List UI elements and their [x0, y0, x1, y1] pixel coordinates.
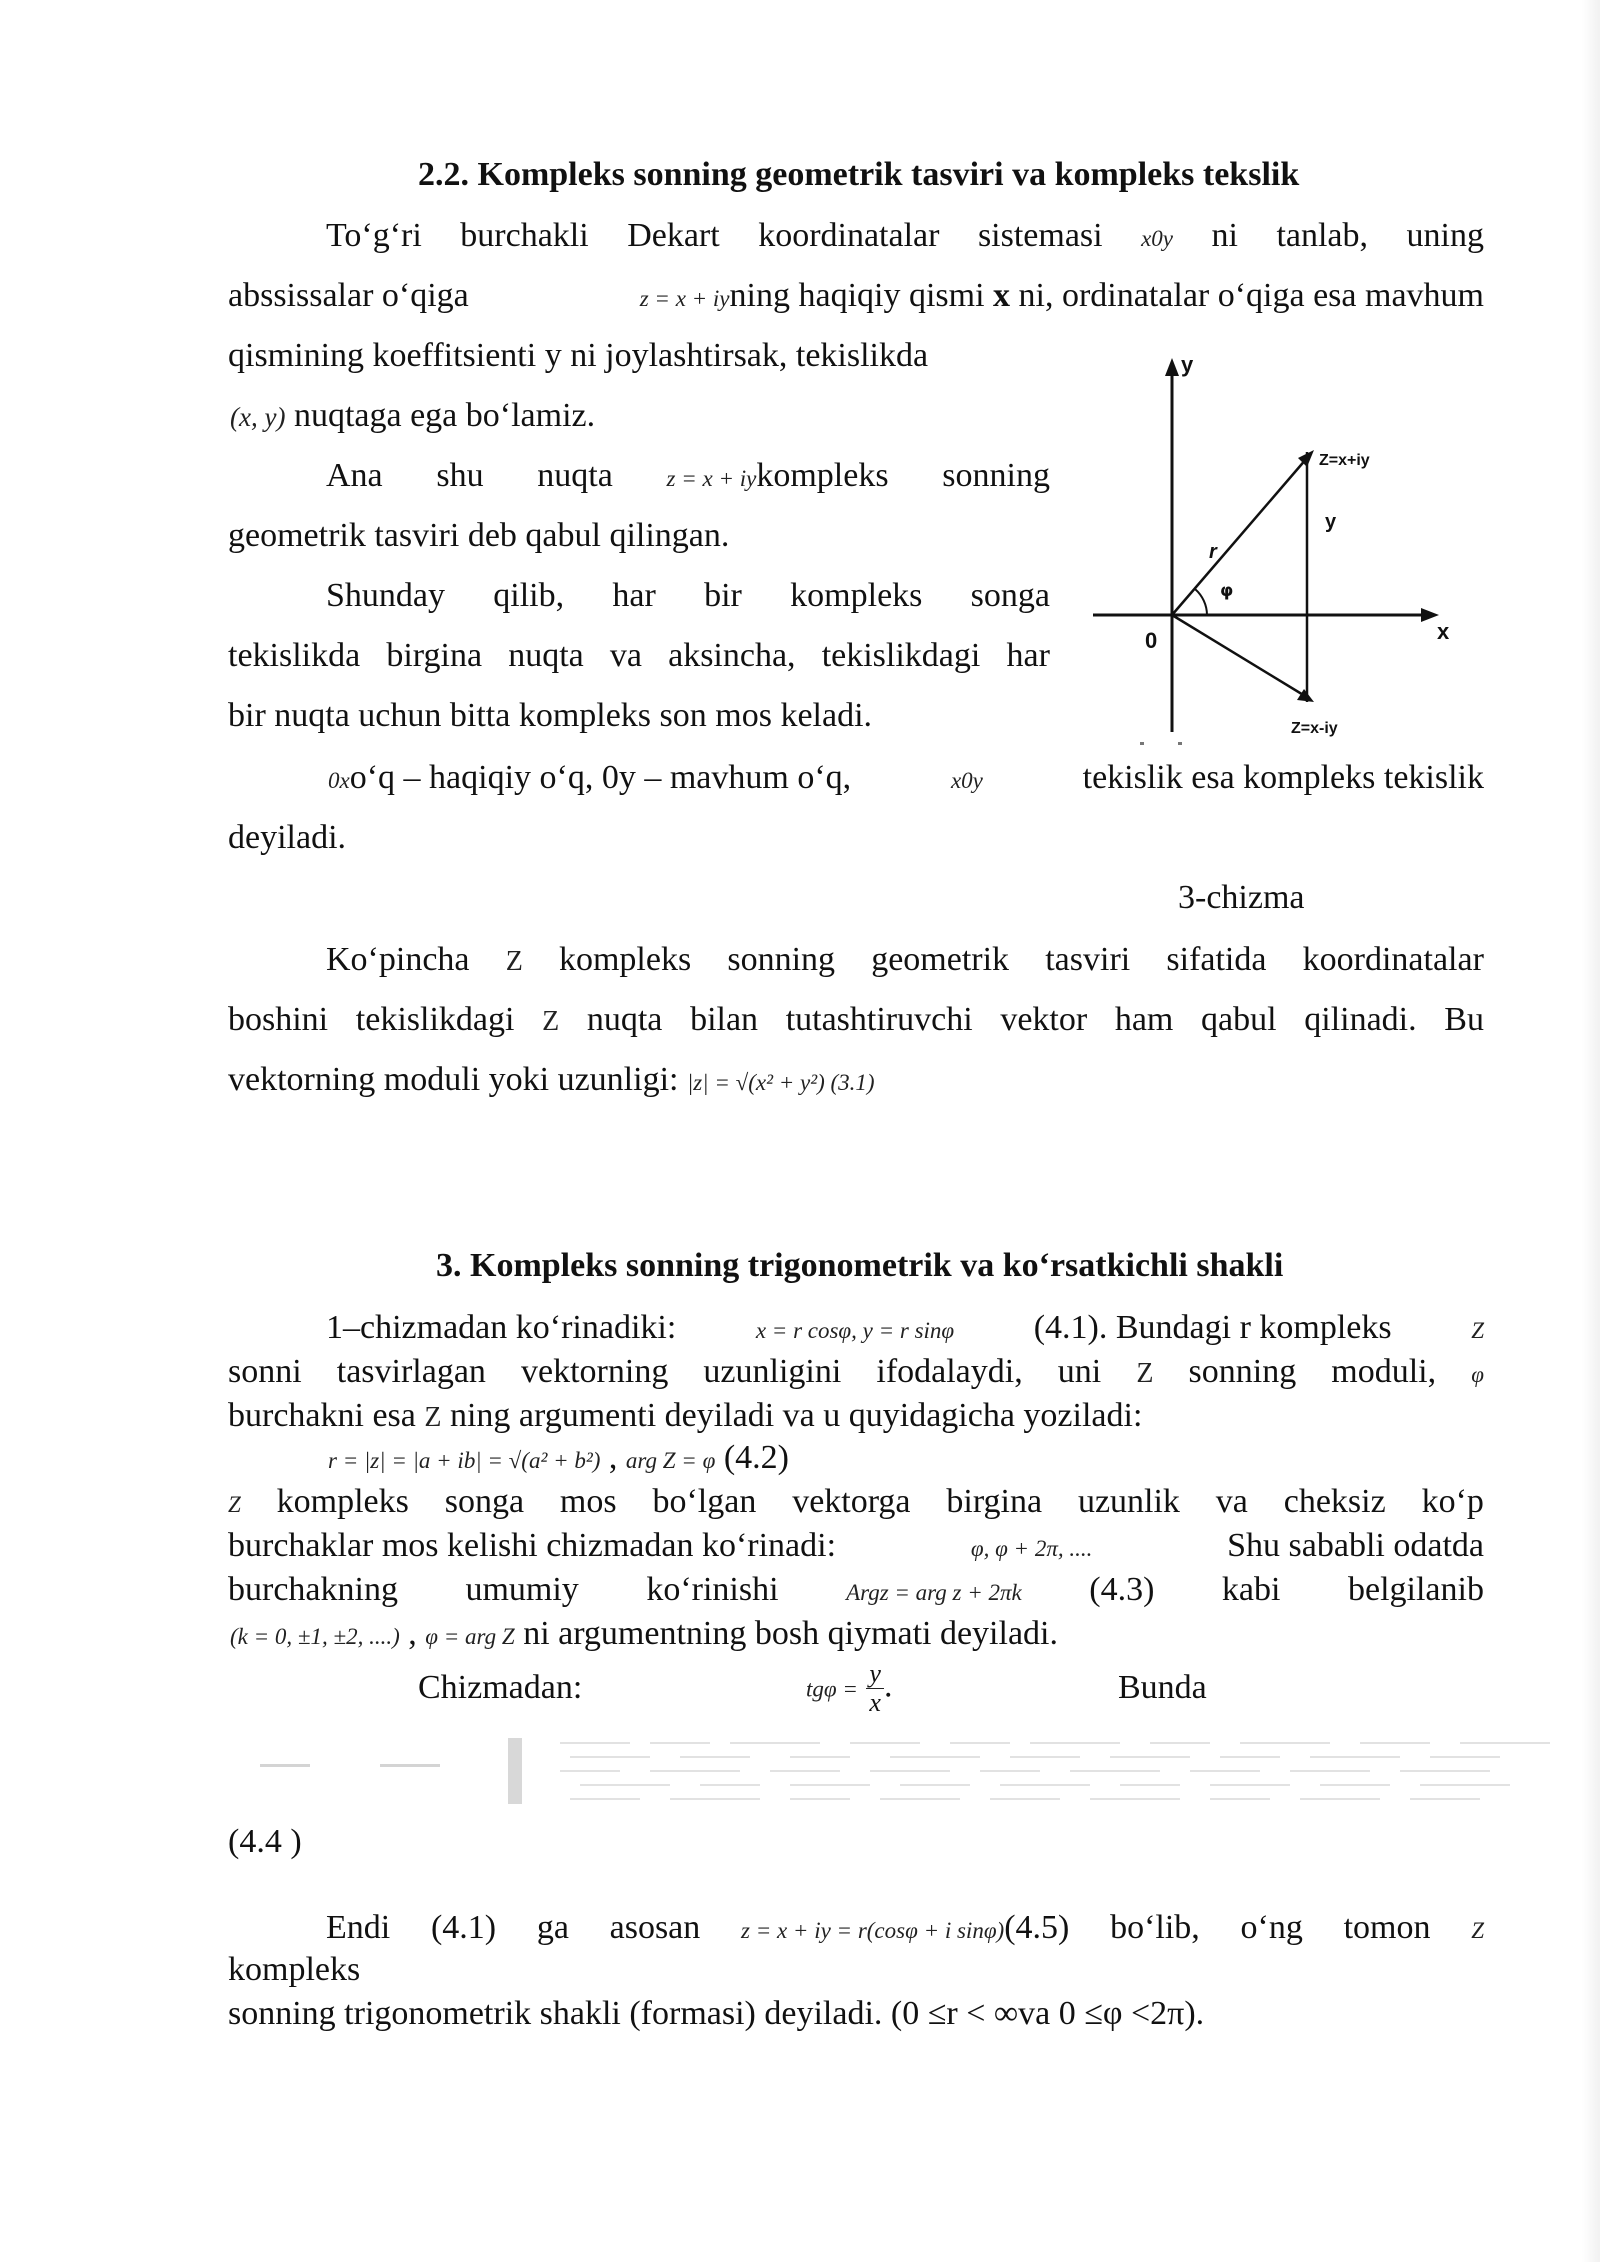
- word: umumiy: [465, 1571, 579, 1608]
- word: tekislikdagi: [355, 1001, 515, 1038]
- word: shu: [436, 457, 484, 494]
- formula-principal-argument: φ = arg Z: [425, 1624, 515, 1649]
- paragraph-line: [326, 456, 1050, 499]
- word: koordinatalar: [758, 217, 940, 254]
- word: Ko‘pincha: [326, 941, 470, 978]
- word: kompleks: [276, 1483, 409, 1520]
- paragraph-line: [228, 1000, 1484, 1042]
- formula-phi-periodic: φ, φ + 2π, ....: [970, 1536, 1093, 1561]
- word: ga: [536, 1909, 569, 1946]
- word: ko‘rinishi: [646, 1571, 779, 1608]
- noise-bar: [508, 1738, 522, 1804]
- vector-z-conjugate: [1172, 615, 1305, 696]
- scan-speck: [1178, 742, 1182, 745]
- word: kompleks: [756, 457, 889, 494]
- vector-z: [1172, 458, 1307, 615]
- symbol-z: Z: [1471, 1318, 1484, 1343]
- paragraph-line: [228, 1570, 1484, 1613]
- y-segment-label: y: [1325, 511, 1337, 533]
- paragraph-line: bir nuqta uchun bitta kompleks son mos keladi.: [228, 697, 873, 734]
- word: uni: [1057, 1353, 1102, 1390]
- equation-number-4-4: (4.4 ): [228, 1823, 302, 1860]
- paragraph-line: [228, 1526, 1484, 1569]
- word: kompleks: [790, 577, 923, 614]
- x-axis-label: x: [1437, 619, 1450, 644]
- word: songa: [970, 577, 1050, 614]
- formula-trig-form: z = x + iy = r(cosφ + i sinφ): [741, 1918, 1005, 1943]
- complex-plane-figure: [1085, 350, 1465, 750]
- text-span: (4.1). Bundagi r kompleks: [1033, 1309, 1392, 1346]
- paragraph-line: [328, 758, 1484, 801]
- word: To‘g‘ri: [326, 217, 422, 254]
- formula-3-1: |z| = √(x² + y²) (3.1): [686, 1070, 875, 1095]
- formula-0x: 0x: [328, 768, 350, 793]
- word: qilib,: [493, 577, 565, 614]
- word: vektor: [1000, 1001, 1088, 1038]
- text-span: vektorning moduli yoki uzunligi:: [228, 1061, 679, 1098]
- fraction-denominator: x: [869, 1688, 881, 1717]
- origin-label: 0: [1145, 628, 1158, 653]
- text-span: ning haqiqiy qismi: [729, 277, 985, 314]
- word: va: [609, 637, 642, 674]
- paragraph-line: qismining koeffitsienti y ni joylashtirsak, tekislikda: [228, 337, 929, 374]
- word: o‘ng: [1240, 1909, 1303, 1946]
- text-span: ni argumentning bosh qiymati deyiladi.: [523, 1615, 1058, 1652]
- word: bir: [704, 577, 742, 614]
- word: sonning: [1188, 1353, 1297, 1390]
- paragraph-line: [326, 576, 1050, 616]
- fraction-numerator: y: [866, 1660, 884, 1689]
- paragraph-line: sonning trigonometrik shakli (formasi) deyiladi. (0 ≤r < ∞va 0 ≤φ <2π).: [228, 1995, 1205, 2032]
- word: sonning: [727, 941, 836, 978]
- equation-number: (4.3): [1089, 1571, 1155, 1608]
- word: tanlab,: [1276, 217, 1369, 254]
- word: songa: [444, 1483, 525, 1520]
- figure-caption: 3-chizma: [1178, 879, 1305, 916]
- word: Dekart: [627, 217, 720, 254]
- paragraph-line: Chizmadan:: [418, 1669, 583, 1706]
- word: burchakning: [228, 1571, 398, 1608]
- word: kompleks: [558, 941, 692, 978]
- word: ham: [1114, 1001, 1174, 1038]
- vector-z-conjugate-arrow-icon: [1297, 689, 1314, 702]
- symbol-z: Z: [542, 1006, 560, 1037]
- word: qabul: [1201, 1001, 1277, 1038]
- word: tekislikdagi: [821, 637, 981, 674]
- paragraph-line: [230, 396, 595, 437]
- phi-label: φ: [1220, 581, 1234, 601]
- symbol-z: Z: [228, 1492, 241, 1517]
- formula-4-3: Argz = arg z + 2πk: [846, 1580, 1022, 1605]
- word: nuqta: [508, 637, 584, 674]
- text-span: o‘q – haqiqiy o‘q, 0y – mavhum o‘q,: [349, 759, 852, 796]
- word: ni: [1211, 217, 1238, 254]
- word: moduli,: [1331, 1353, 1437, 1390]
- text-span: abssissalar o‘qiga: [228, 277, 469, 314]
- paragraph-line: [228, 1060, 875, 1103]
- symbol-z: Z: [1471, 1918, 1484, 1943]
- noise-dashes-row: [560, 1742, 1550, 1800]
- formula-modulus: r = |z| = |a + ib| = √(a² + b²): [328, 1448, 601, 1473]
- paragraph-line: [228, 1352, 1484, 1395]
- paragraph-line: [230, 1614, 1058, 1657]
- scan-speck: [1140, 742, 1144, 745]
- formula-k-range: (k = 0, ±1, ±2, ....): [230, 1624, 400, 1649]
- point-z-label: Z=x+iy: [1319, 452, 1370, 469]
- word: vektorga: [792, 1483, 911, 1520]
- word: tomon: [1343, 1909, 1431, 1946]
- word: boshini: [228, 1001, 329, 1038]
- word: nuqta: [586, 1001, 663, 1038]
- separator: ,: [608, 1439, 618, 1476]
- symbol-phi: φ: [1471, 1362, 1484, 1387]
- formula-tg-phi: [806, 1660, 892, 1717]
- word: tekislikda: [228, 637, 361, 674]
- formula-4-1: x = r cosφ, y = r sinφ: [755, 1318, 955, 1343]
- word: koordinatalar: [1302, 941, 1484, 978]
- text-span: ni, ordinatalar o‘qiga esa mavhum: [1018, 277, 1484, 314]
- formula-xy-point: (x, y): [230, 402, 286, 432]
- equation-number: (4.5): [1004, 1909, 1070, 1946]
- word: asosan: [609, 1909, 701, 1946]
- y-axis-label: y: [1181, 352, 1194, 377]
- formula-z-x-iy: z = x + iy: [639, 286, 730, 311]
- paragraph-line: [326, 1308, 1484, 1351]
- formula-x0y: x0y: [1141, 226, 1174, 251]
- noise-dash: [380, 1764, 440, 1767]
- formula-lhs: tgφ =: [806, 1676, 858, 1702]
- equation-number: (4.2): [723, 1439, 789, 1476]
- text-span: 1–chizmadan ko‘rinadiki:: [326, 1309, 677, 1346]
- word: sistemasi: [977, 217, 1103, 254]
- symbol-z: Z: [505, 946, 523, 977]
- word: bo‘lgan: [652, 1483, 757, 1520]
- paragraph-line: [326, 1908, 1484, 1951]
- word: qilinadi.: [1304, 1001, 1417, 1038]
- point-z-conjugate-label: Z=x-iy: [1291, 720, 1338, 737]
- section-heading-2-2: 2.2. Kompleks sonning geometrik tasviri va kompleks tekslik: [418, 156, 1300, 193]
- word: Shunday: [326, 577, 445, 614]
- scan-edge-shadow: [1582, 0, 1600, 2262]
- r-label: r: [1209, 541, 1217, 563]
- word: belgilanib: [1347, 1571, 1484, 1608]
- paragraph-line: kompleks: [228, 1951, 361, 1988]
- text-span: ning argumenti deyiladi va u quyidagicha yoziladi:: [449, 1397, 1143, 1434]
- formula-argument: arg Z = φ: [625, 1448, 716, 1473]
- text-span: burchakni esa: [228, 1397, 416, 1434]
- word: tasvirlagan: [336, 1353, 486, 1390]
- symbol-z: Z: [424, 1402, 442, 1433]
- paragraph-line: [326, 940, 1484, 982]
- text-span: Shu sababli odatda: [1227, 1527, 1484, 1564]
- word: uzunligini: [703, 1353, 842, 1390]
- word: tasviri: [1045, 941, 1131, 978]
- word: birgina: [386, 637, 483, 674]
- word: birgina: [946, 1483, 1043, 1520]
- word: ifodalaydi,: [876, 1353, 1023, 1390]
- paragraph-line: deyiladi.: [228, 819, 347, 856]
- text-span: burchaklar mos kelishi chizmadan ko‘rinadi:: [228, 1527, 837, 1564]
- word: sifatida: [1166, 941, 1267, 978]
- punctuation: .: [883, 1667, 893, 1705]
- word: vektorning: [521, 1353, 669, 1390]
- section-heading-3: 3. Kompleks sonning trigonometrik va ko‘rsatkichli shakli: [436, 1247, 1284, 1284]
- word: sonni: [228, 1353, 302, 1390]
- word: Endi: [326, 1909, 391, 1946]
- word: har: [1006, 637, 1050, 674]
- word: tutashtiruvchi: [785, 1001, 973, 1038]
- angle-arc: [1195, 589, 1207, 615]
- equation-ref: (4.1): [430, 1909, 497, 1946]
- word: cheksiz: [1283, 1483, 1386, 1520]
- formula-z-x-iy: z = x + iy: [666, 466, 757, 491]
- word: uning: [1406, 217, 1484, 254]
- paragraph-line: geometrik tasviri deb qabul qilingan.: [228, 517, 730, 554]
- word: uzunlik: [1077, 1483, 1180, 1520]
- paragraph-line: [228, 1396, 1142, 1438]
- word: Ana: [326, 457, 383, 494]
- scan-noise-strip: [230, 1730, 1600, 1810]
- y-axis-arrow-icon: [1165, 358, 1179, 376]
- word: aksincha,: [668, 637, 796, 674]
- paragraph-line: [326, 216, 1484, 259]
- fraction: [866, 1660, 884, 1717]
- formula-line-4-2: [328, 1438, 789, 1481]
- paragraph-line: Bunda: [1118, 1669, 1207, 1706]
- word: bo‘lib,: [1110, 1909, 1200, 1946]
- text-span: nuqtaga ega bo‘lamiz.: [293, 397, 596, 434]
- word: va: [1215, 1483, 1248, 1520]
- formula-x0y: x0y: [950, 768, 983, 793]
- word: mos: [559, 1483, 617, 1520]
- noise-dash: [260, 1764, 310, 1767]
- word: nuqta: [537, 457, 613, 494]
- word: Bu: [1444, 1001, 1484, 1038]
- word: ko‘p: [1421, 1483, 1484, 1520]
- word: burchakli: [460, 217, 589, 254]
- paragraph-line: [228, 276, 1484, 319]
- word: kabi: [1221, 1571, 1281, 1608]
- word: bilan: [690, 1001, 759, 1038]
- paragraph-line: [228, 1482, 1484, 1525]
- separator: ,: [408, 1615, 417, 1652]
- word: sonning: [942, 457, 1050, 494]
- bold-x: x: [993, 277, 1011, 314]
- word: har: [612, 577, 656, 614]
- symbol-z: Z: [1136, 1358, 1154, 1389]
- text-span: tekislik esa kompleks tekislik: [1082, 759, 1484, 796]
- paragraph-line: [228, 636, 1050, 676]
- word: geometrik: [871, 941, 1010, 978]
